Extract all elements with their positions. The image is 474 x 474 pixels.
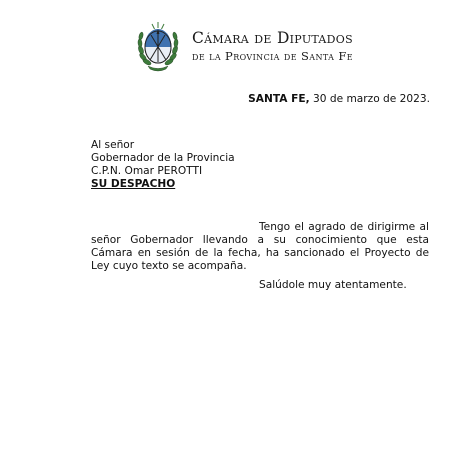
- address-line-despacho: SU DESPACHO: [91, 178, 176, 190]
- address-line-name: C.P.N. Omar PEROTTI: [91, 165, 203, 177]
- letterhead-title: [192, 29, 353, 63]
- chamber-name: Cámara de Diputados: [192, 29, 353, 47]
- date-text: 30 de marzo de 2023.: [309, 93, 430, 105]
- recipient-address: [91, 139, 235, 191]
- letter-closing: Salúdole muy atentamente.: [259, 279, 407, 291]
- letter-body: Tengo el agrado de dirigirme al señor Gobernador llevando a su conocimiento que esta Cámara en sesión de la fecha, ha sancionado el Proyecto de Ley cuyo texto se acompaña.: [91, 221, 429, 272]
- date-place: SANTA FE,: [248, 93, 310, 105]
- letter-date: [248, 93, 430, 106]
- coat-of-arms-icon: [134, 20, 182, 72]
- address-line-title: Gobernador de la Provincia: [91, 152, 235, 164]
- address-line-salutation: Al señor: [91, 139, 135, 151]
- letterhead: [134, 20, 353, 72]
- province-name: de la Provincia de Santa Fe: [192, 49, 354, 63]
